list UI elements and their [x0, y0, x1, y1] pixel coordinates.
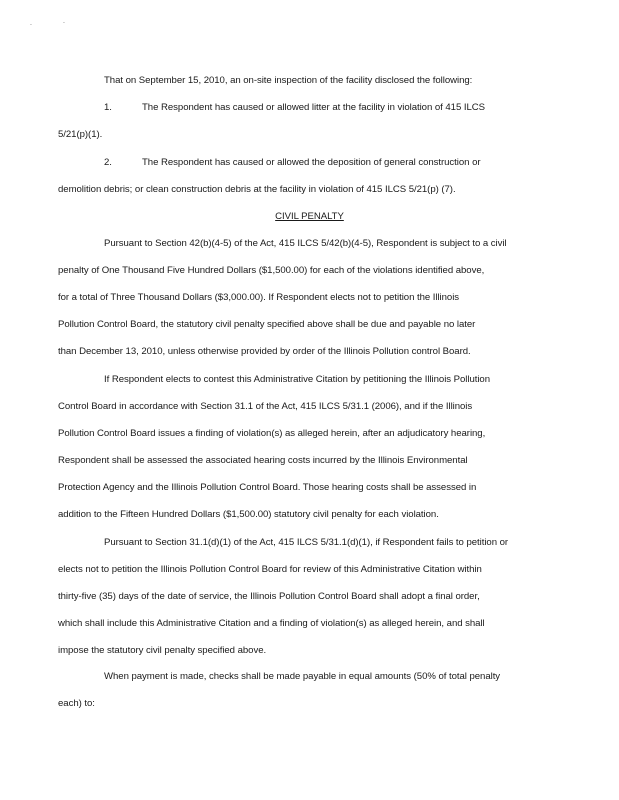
- paragraph-line: Protection Agency and the Illinois Pollution Control Board. Those hearing costs shall be assessed in: [58, 482, 477, 493]
- paragraph-line: Respondent shall be assessed the associated hearing costs incurred by the Illinois Environmental: [58, 455, 468, 466]
- paragraph-line: for a total of Three Thousand Dollars ($3,000.00). If Respondent elects not to petition the Illinois: [58, 292, 460, 303]
- item-text-line: demolition debris; or clean construction debris at the facility in violation of 415 ILCS 5/21(p) (7).: [58, 184, 456, 195]
- paragraph-line: If Respondent elects to contest this Administrative Citation by petitioning the Illinois Pollution: [104, 374, 490, 385]
- item-number: 1.: [104, 102, 112, 113]
- scan-mark: .: [30, 20, 32, 27]
- paragraph-line: penalty of One Thousand Five Hundred Dollars ($1,500.00) for each of the violations identified above,: [58, 265, 485, 276]
- paragraph-line: Pollution Control Board, the statutory civil penalty specified above shall be due and payable no later: [58, 319, 476, 330]
- section-heading-text: CIVIL PENALTY: [275, 211, 344, 222]
- paragraph-line: Pollution Control Board issues a finding of violation(s) as alleged herein, after an adjudicatory hearing,: [58, 428, 486, 439]
- paragraph-line: Control Board in accordance with Section 31.1 of the Act, 415 ILCS 5/31.1 (2006), and if the Illinois: [58, 401, 473, 412]
- paragraph-line: each) to:: [58, 698, 95, 709]
- paragraph-line: which shall include this Administrative Citation and a finding of violation(s) as alleged herein, and shall: [58, 618, 485, 629]
- paragraph-line: impose the statutory civil penalty specified above.: [58, 645, 267, 656]
- paragraph-line: Pursuant to Section 42(b)(4-5) of the Act, 415 ILCS 5/42(b)(4-5), Respondent is subject to a civil: [104, 238, 507, 249]
- paragraph-line: than December 13, 2010, unless otherwise provided by order of the Illinois Pollution control Board.: [58, 346, 471, 357]
- paragraph-line: When payment is made, checks shall be made payable in equal amounts (50% of total penalty: [104, 671, 501, 682]
- paragraph-line: Pursuant to Section 31.1(d)(1) of the Act, 415 ILCS 5/31.1(d)(1), if Respondent fails to petition or: [104, 537, 509, 548]
- paragraph-line: addition to the Fifteen Hundred Dollars ($1,500.00) statutory civil penalty for each violation.: [58, 509, 439, 520]
- paragraph-line: thirty-five (35) days of the date of service, the Illinois Pollution Control Board shall adopt a final order,: [58, 591, 480, 602]
- paragraph-line: elects not to petition the Illinois Pollution Control Board for review of this Administrative Citation within: [58, 564, 482, 575]
- item-number: 2.: [104, 157, 112, 168]
- item-text-line: The Respondent has caused or allowed litter at the facility in violation of 415 ILCS: [142, 102, 485, 113]
- scan-mark: .: [63, 18, 65, 25]
- item-text-line: The Respondent has caused or allowed the deposition of general construction or: [142, 157, 481, 168]
- item-text-line: 5/21(p)(1).: [58, 129, 103, 140]
- section-heading: [0, 211, 619, 223]
- intro-line: That on September 15, 2010, an on-site inspection of the facility disclosed the following:: [104, 75, 473, 86]
